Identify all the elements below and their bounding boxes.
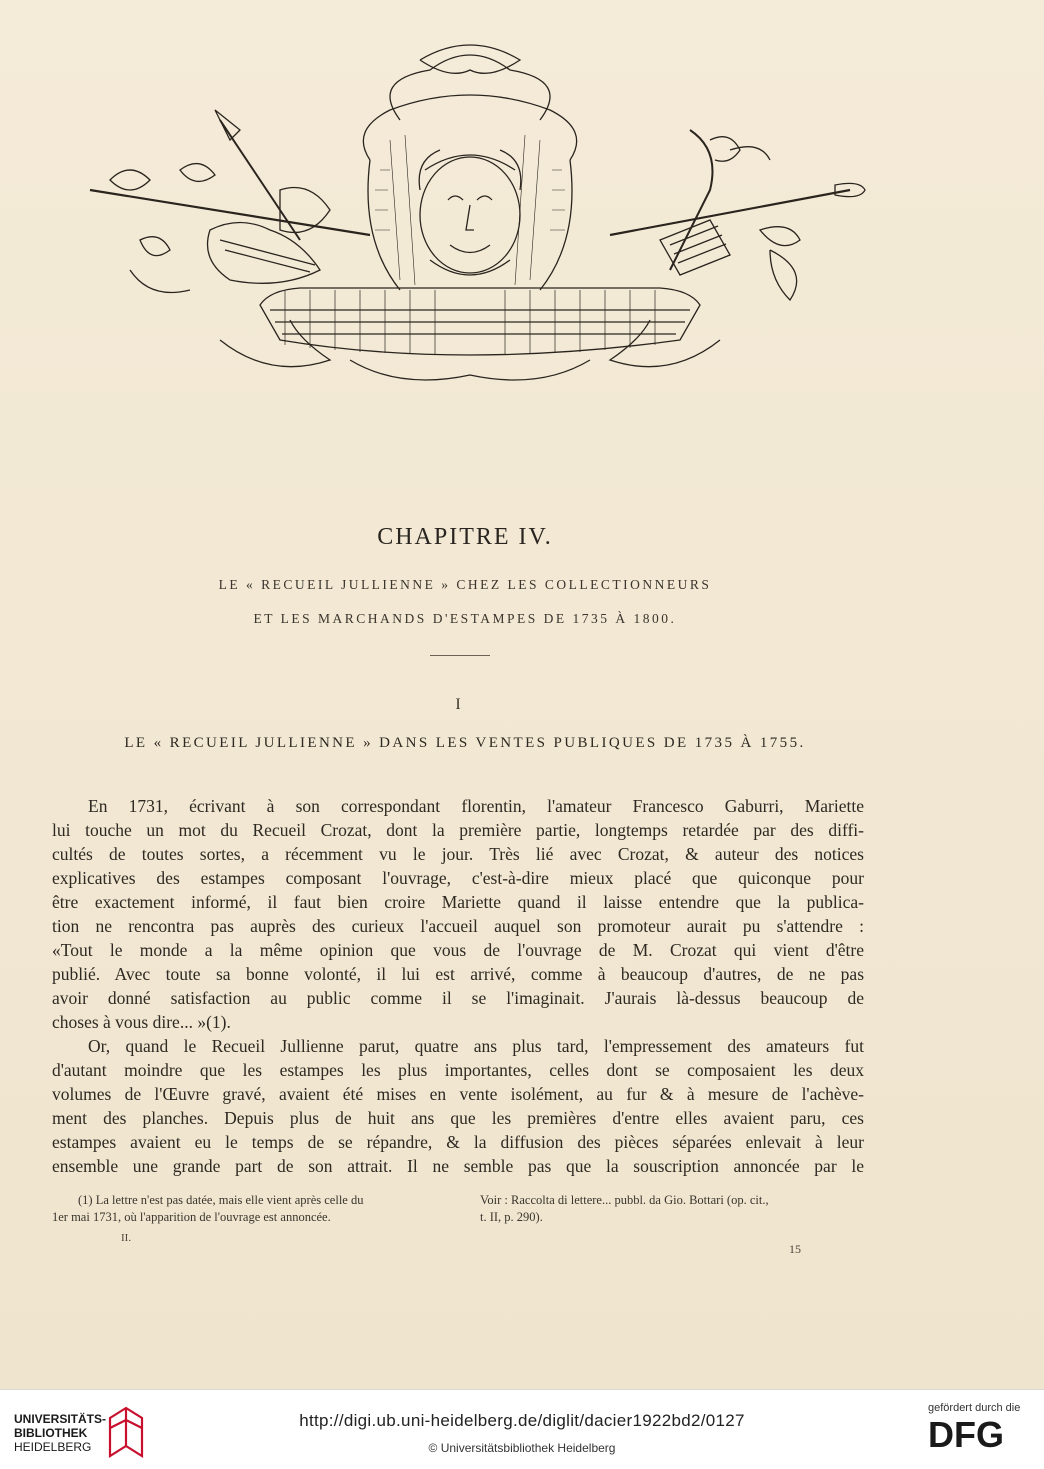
footnote-1-cont-line2: t. II, p. 290). <box>480 1210 543 1224</box>
body-line: tion ne rencontra pas auprès des curieux l'accueil auquel son promoteur aurait pu s'attendre : <box>52 916 864 936</box>
body-line: d'autant moindre que les estampes les plus importantes, celles dont se composaient les deux <box>52 1060 864 1080</box>
body-line: cultés de toutes sortes, a récemment vu le jour. Très lié avec Crozat, & auteur des notices <box>52 844 864 864</box>
body-line: explicatives des estampes composant l'ouvrage, c'est-à-dire mieux placé que quiconque pour <box>52 868 864 888</box>
footnote-1-line2: 1er mai 1731, où l'apparition de l'ouvrage est annoncée. <box>52 1210 331 1224</box>
logo-line-2: BIBLIOTHEK <box>14 1426 88 1440</box>
funded-by-label: gefördert durch die <box>928 1402 1021 1414</box>
title-divider <box>430 655 490 656</box>
footnote-1-cont-line1: Voir : Raccolta di lettere... pubbl. da Gio. Bottari (op. cit., <box>480 1193 769 1207</box>
body-line: publié. Avec toute sa bonne volonté, il lui est arrivé, comme à beaucoup d'autres, de ne pas <box>52 964 864 984</box>
body-line: En 1731, écrivant à son correspondant florentin, l'amateur Francesco Gaburri, Mariette <box>88 796 864 816</box>
copyright-notice: © Universitätsbibliothek Heidelberg <box>428 1441 616 1455</box>
body-line: «Tout le monde a la même opinion que vous de l'ouvrage de M. Crozat qui vient d'être <box>52 940 864 960</box>
permalink-url[interactable]: http://digi.ub.uni-heidelberg.de/diglit/dacier1922bd2/0127 <box>299 1411 745 1430</box>
ornament-vignette <box>70 40 870 390</box>
page-number: 15 <box>789 1242 801 1256</box>
body-line: ment des planches. Depuis plus de huit ans que les premières d'entre elles avaient paru, ces <box>52 1108 864 1128</box>
signature-mark: II. <box>121 1232 132 1244</box>
footnote-1-line1: (1) La lettre n'est pas datée, mais elle vient après celle du <box>78 1193 364 1207</box>
body-line: volumes de l'Œuvre gravé, avaient été mises en vente isolément, au fur & à mesure de l'achève- <box>52 1084 864 1104</box>
body-line: lui touche un mot du Recueil Crozat, dont la première partie, longtemps retardée par des diffi- <box>52 820 864 840</box>
body-line: estampes avaient eu le temps de se répandre, & la diffusion des pièces séparées enlevait à leur <box>52 1132 864 1152</box>
chapter-subtitle-line2: ET LES MARCHANDS D'ESTAMPES DE 1735 À 1800. <box>253 611 677 626</box>
viewer-footer <box>0 1389 1044 1469</box>
logo-line-3: HEIDELBERG <box>14 1440 92 1454</box>
section-title: LE « RECUEIL JULLIENNE » DANS LES VENTES PUBLIQUES DE 1735 À 1755. <box>124 735 806 751</box>
body-line: avoir donné satisfaction au public comme il se l'imaginait. J'aurais là-dessus beaucoup de <box>52 988 864 1008</box>
body-line: Or, quand le Recueil Jullienne parut, quatre ans plus tard, l'empressement des amateurs fut <box>88 1036 864 1056</box>
body-line: choses à vous dire... »(1). <box>52 1012 231 1032</box>
logo-line-1: UNIVERSITÄTS- <box>14 1412 107 1426</box>
body-line: être exactement informé, il faut bien croire Mariette quand il laisse entendre que la publica- <box>52 892 864 912</box>
body-line: ensemble une grande part de son attrait. Il ne semble pas que la souscription annoncée par le <box>52 1156 864 1176</box>
dfg-logo-text: DFG <box>928 1416 1004 1452</box>
dfg-logo[interactable] <box>928 1416 1028 1452</box>
chapter-title: CHAPITRE IV. <box>377 524 553 550</box>
section-number: I <box>455 696 461 713</box>
chapter-subtitle-line1: LE « RECUEIL JULLIENNE » CHEZ LES COLLECTIONNEURS <box>218 577 712 592</box>
